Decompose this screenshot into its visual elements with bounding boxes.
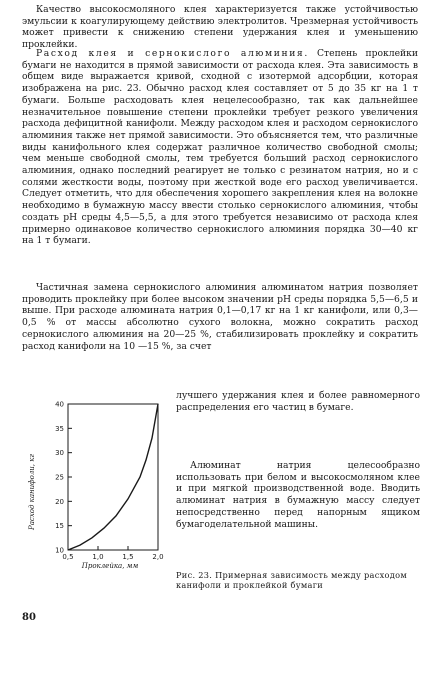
paragraph-retention: лучшего удержания клея и более равномерного распределения его частиц в бумаге. xyxy=(176,390,420,413)
paragraph-adhesive-quality: Качество высокосмоляного клея характеризуется также устойчивостью эмульсии к коагулирующему действию электролитов. Чрезмерная устойчивость может привести к снижению степени удержания клея и уменьшению проклейки. xyxy=(22,4,418,51)
y-tick-label: 25 xyxy=(55,473,64,482)
y-tick-label: 20 xyxy=(55,497,64,506)
figure-23-chart xyxy=(20,392,170,572)
figure-caption: Рис. 23. Примерная зависимость между расходом канифоли и проклейкой бумаги xyxy=(176,570,408,590)
y-tick-label: 10 xyxy=(55,546,64,555)
y-tick-label: 15 xyxy=(55,522,64,531)
x-ticks xyxy=(62,546,163,561)
section-heading: Расход клея и сернокислого алюминия. xyxy=(36,48,309,59)
y-tick-label: 30 xyxy=(55,449,64,458)
x-tick-label: 1,0 xyxy=(92,553,104,561)
x-tick-label: 2,0 xyxy=(152,553,164,561)
x-tick-label: 1,5 xyxy=(122,553,134,561)
paragraph-consumption xyxy=(22,48,418,247)
paragraph-aluminate-usage: Алюминат натрия целесообразно использовать при белом и высокосмоляном клее и при мягкой производственной воде. Вводить алюминат натрия в бумажную массу следует непосредственно перед напорным ящиком бумагоделательной машины. xyxy=(176,460,420,530)
paragraph-consumption-body: Степень проклейки бумаги не находится в прямой зависимости от расхода клея. Эта зависимость в общем виде выражается кривой, сходной с изотермой адсорбции, которая изображена на рис. 23. Обычно расход клея составляет от 5 до 35 кг на 1 т бумаги. Больше расходовать клея нецелесообразно, так как дальнейшее незначительное повышение степени проклейки требует резкого увеличения расхода дефицитной канифоли. Между расходом клея и расходом сернокислого алюминия также нет прямой зависимости. Это объясняется тем, что различные виды канифольного клея содержат различное количество свободной смолы; чем меньше свободной смолы, тем требуется больший расход сернокислого алюминия, однако последний реагирует не только с резинатом натрия, но и с солями жесткости воды, поэтому при жесткой воде его расход увеличивается. Следует отметить, что для обеспечения хорошего закрепления клея на волокне необходимо в бумажную массу ввести столько сернокислого алюминия, чтобы создать pH среды 4,5—5,5, а для этого требуется независимо от расхода клея примерно одинаковое количество сернокислого алюминия порядка 30—40 кг на 1 т бумаги. xyxy=(22,48,418,247)
y-ticks xyxy=(55,401,72,555)
y-tick-label: 40 xyxy=(55,400,64,409)
page-number: 80 xyxy=(22,612,36,623)
rosin-consumption-curve xyxy=(68,404,158,550)
plot-frame xyxy=(68,404,158,550)
x-tick-label: 0,5 xyxy=(62,553,74,561)
paragraph-sodium-aluminate: Частичная замена сернокислого алюминия алюминатом натрия позволяет проводить проклейку при более высоком значении pH среды порядка 5,5—6,5 и выше. При расходе алюмината натрия 0,1—0,17 кг на 1 кг канифоли, или 0,3—0,5 % от массы абсолютно сухого волокна, можно сократить расход сернокислого алюминия на 20—25 %, стабилизировать проклейку и сократить расход канифоли на 10 —15 %, за счет xyxy=(22,282,418,352)
y-tick-label: 35 xyxy=(55,424,64,433)
chart-axes xyxy=(68,404,158,550)
y-axis-label: Расход канифоли, кг xyxy=(28,454,36,530)
x-axis-label: Проклейка, мм xyxy=(81,562,139,570)
